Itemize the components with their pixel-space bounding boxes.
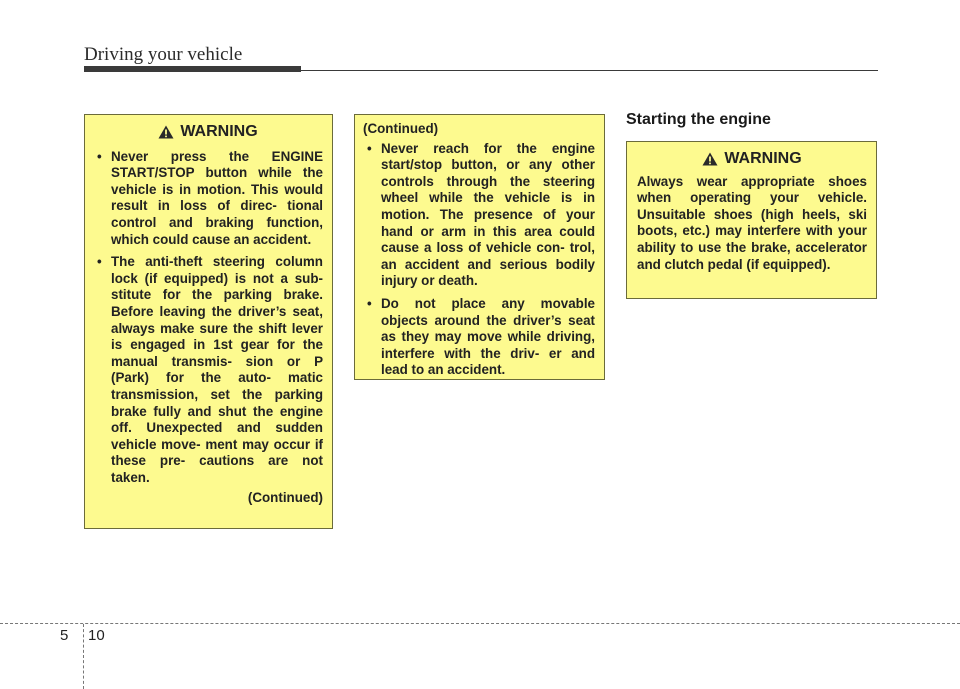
warning-box-2 — [354, 114, 605, 380]
warning-list — [93, 149, 323, 487]
list-item: • Never press the ENGINE START/STOP button while the vehicle is in motion. This would result in loss of direc- tional control and braking function, which could cause an accident. — [93, 149, 323, 249]
warning-box-1 — [84, 114, 333, 529]
warning-label: WARNING — [180, 123, 258, 140]
warning-label: WARNING — [724, 150, 802, 167]
warning-box-3 — [626, 141, 877, 299]
warning-triangle-icon — [158, 125, 174, 139]
chapter-number: 5 — [60, 627, 69, 644]
page-number: 10 — [88, 627, 105, 644]
list-item: • Do not place any movable objects around the driver’s seat as they may move while driving, interfere with the driv- er and lead to an accident. — [363, 296, 595, 379]
continued-label: (Continued) — [247, 490, 323, 506]
warning-list — [363, 141, 595, 379]
footer-divider — [0, 623, 960, 624]
warning-text: Always wear appropriate shoes when operating your vehicle. Unsuitable shoes (high heels, ski boots, etc.) may interfere with your ability to use the brake, accelerator and clutch pedal (if equipped). — [637, 173, 867, 272]
header-bar — [84, 66, 301, 72]
list-item: • Never reach for the engine start/stop button, or any other controls through the steering wheel while the vehicle is in motion. The presence of your hand or arm in this area could cause a loss of vehicle con- trol, an accident and serious bodily injury or death. — [363, 141, 595, 290]
warning-heading — [637, 151, 867, 168]
warning-triangle-icon — [702, 152, 718, 166]
page-header-title: Driving your vehicle — [84, 44, 243, 65]
section-title: Starting the engine — [626, 111, 771, 128]
footer-vertical-divider — [83, 624, 84, 689]
list-item: • The anti-theft steering column lock (if equipped) is not a sub- stitute for the parking brake. Before leaving the driver’s seat, always make sure the shift lever is engaged in 1st gear for the manual transmis- sion or P (Park) for the auto- matic transmission, set the parking brake fully and shut the engine off. Unexpected and sudden vehicle move- ment may occur if these pre- cautions are not taken. — [93, 254, 323, 486]
continued-label: (Continued) — [363, 121, 439, 136]
header-rule — [301, 70, 878, 71]
warning-heading — [93, 124, 323, 141]
